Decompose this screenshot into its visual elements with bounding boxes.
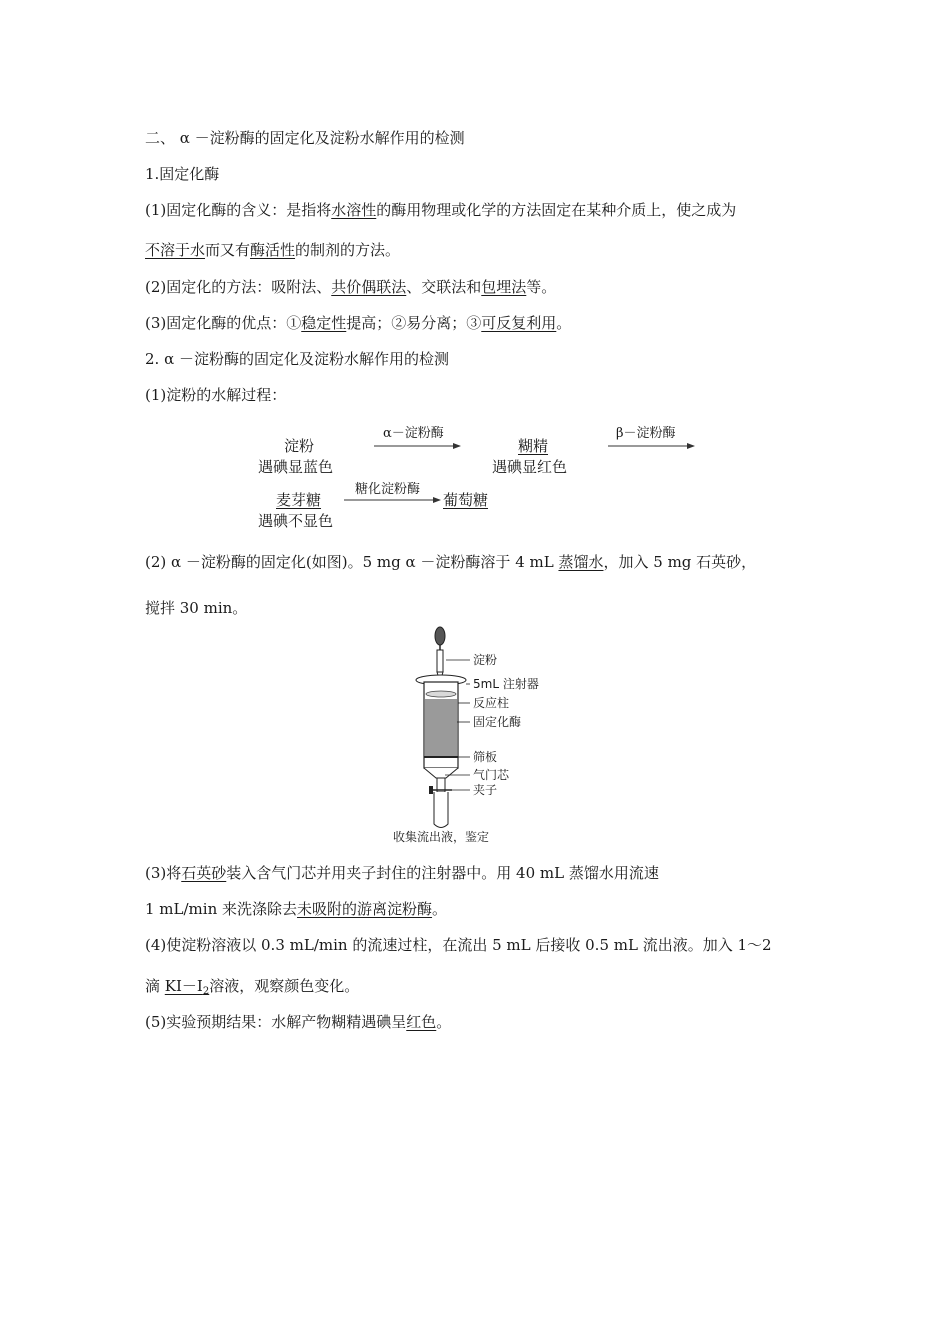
subsection-title-2: 2. α －淀粉酶的固定化及淀粉水解作用的检测 [145, 350, 449, 368]
paragraph-result [145, 1012, 451, 1032]
dropper-tube [437, 650, 443, 672]
text: 等。 [526, 278, 557, 296]
saccharifying-enzyme-label: 糖化淀粉酶 [355, 482, 421, 497]
text: (1)固定化酶的含义：是指将 [145, 201, 332, 219]
paragraph-loading [145, 863, 659, 883]
text: 。 [432, 900, 448, 918]
paragraph-immobilization-cont: 搅拌 30 min。 [145, 599, 248, 617]
text: (3)将 [145, 864, 182, 882]
subsection-title-1: 1.固定化酶 [145, 165, 220, 183]
label-immobilized-enzyme: 固定化酶 [473, 715, 522, 729]
text: (3)固定化酶的优点：① [145, 314, 302, 332]
underlined-term: 稳定性 [301, 314, 347, 332]
underlined-term: 蒸馏水 [558, 553, 604, 571]
label-reaction-column: 反应柱 [473, 696, 510, 710]
text: (5)实验预期结果：水解产物糊精遇碘呈 [145, 1013, 407, 1031]
dextrin-note: 遇碘显红色 [492, 458, 568, 476]
glucose-label: 葡萄糖 [443, 491, 489, 509]
dextrin-label: 糊精 [518, 437, 549, 455]
underlined-term: 包埋法 [481, 278, 527, 296]
clamp-handle [429, 786, 433, 794]
label-valve-core: 气门芯 [473, 768, 510, 782]
underlined-term: 未吸附的游离淀粉酶 [297, 900, 433, 918]
text: 溶液，观察颜色变化。 [209, 977, 360, 995]
underlined-term [165, 977, 209, 995]
underlined-term: 水溶性 [331, 201, 377, 219]
paragraph-flow: (4)使淀粉溶液以 0.3 mL/min 的流速过柱，在流出 5 mL 后接收 0.5 mL 流出液。加入 1～2 [145, 936, 772, 954]
text: 装入含气门芯并用夹子封住的注射器中。用 40 mL 蒸馏水用流速 [226, 864, 659, 882]
text: 滴 [145, 977, 165, 995]
syringe-taper [424, 768, 458, 778]
text: (2)固定化的方法：吸附法、 [145, 278, 332, 296]
underlined-term: 石英砂 [181, 864, 227, 882]
underlined-term: 酶活性 [250, 241, 296, 259]
dropper-bulb [435, 627, 445, 645]
label-starch: 淀粉 [473, 653, 498, 667]
maltose-label: 麦芽糖 [276, 491, 322, 509]
liquid-top [426, 691, 456, 697]
paragraph-hydrolysis: (1)淀粉的水解过程： [145, 386, 287, 404]
reagent-name: KI－I [164, 977, 203, 995]
paragraph-loading-cont [145, 899, 447, 919]
text: 、交联法和 [406, 278, 482, 296]
underlined-term: 共价偶联法 [331, 278, 407, 296]
text: 。 [556, 314, 572, 332]
starch-note: 遇碘显蓝色 [258, 458, 334, 476]
text: 1 mL/min 来洗涤除去 [145, 900, 298, 918]
maltose-note: 遇碘不显色 [258, 512, 334, 530]
starch-label: 淀粉 [284, 437, 315, 455]
text: 提高；②易分离；③ [346, 314, 482, 332]
collection-tube [434, 792, 448, 828]
text: 的制剂的方法。 [295, 241, 401, 259]
label-clamp: 夹子 [473, 783, 498, 797]
text: 的酶用物理或化学的方法固定在某种介质上，使之成为 [376, 201, 737, 219]
text: 而又有 [205, 241, 251, 259]
beta-amylase-label: β－淀粉酶 [616, 426, 676, 441]
underlined-term: 红色 [406, 1013, 437, 1031]
text: ，加入 5 mg 石英砂， [603, 553, 757, 571]
text: 。 [436, 1013, 452, 1031]
text: (2) α －淀粉酶的固定化(如图)。5 mg α －淀粉酶溶于 4 mL [145, 553, 559, 571]
underlined-term: 不溶于水 [145, 241, 206, 259]
figure-caption: 收集流出液，鉴定 [393, 830, 490, 844]
immobilized-enzyme [425, 699, 457, 757]
paragraph-flow-cont [145, 976, 359, 1002]
section-title: 二、 α －淀粉酶的固定化及淀粉水解作用的检测 [145, 129, 465, 147]
alpha-amylase-label: α－淀粉酶 [383, 426, 444, 441]
reagent-subscript: 2 [202, 986, 210, 997]
label-syringe: 5mL 注射器 [473, 677, 539, 691]
underlined-term: 可反复利用 [481, 314, 557, 332]
label-sieve-plate: 筛板 [473, 750, 498, 764]
